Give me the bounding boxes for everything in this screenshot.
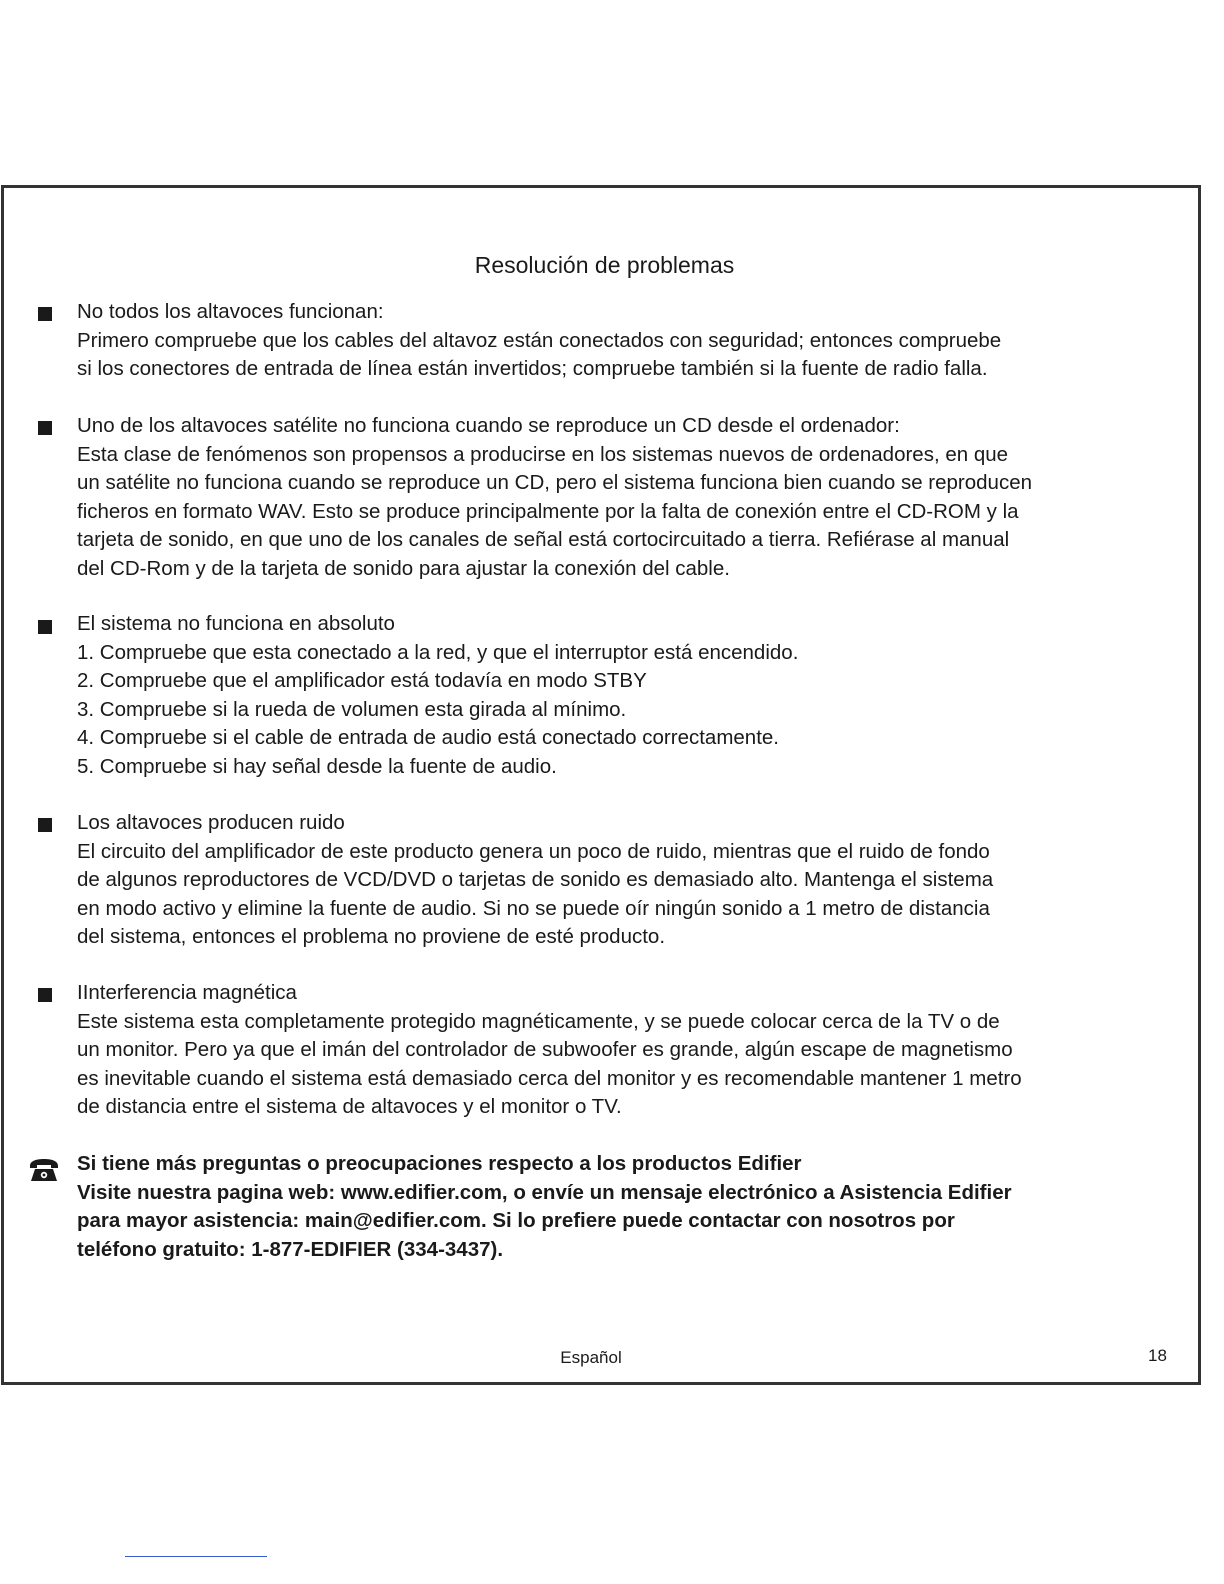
- section-line: ficheros en formato WAV. Esto se produce principalmente por la falta de conexión entre el CD-ROM y la: [77, 499, 1019, 523]
- link-underline: [125, 1556, 267, 1557]
- section-line: Esta clase de fenómenos son propensos a producirse en los sistemas nuevos de ordenadores, en que: [77, 442, 1009, 466]
- telephone-icon: [28, 1157, 60, 1183]
- section-3: [77, 610, 1177, 781]
- page-title: Resolución de problemas: [474, 252, 735, 278]
- section-line: 4. Compruebe si el cable de entrada de audio está conectado correctamente.: [77, 726, 779, 749]
- section-line: Este sistema esta completamente protegido magnéticamente, y se puede colocar cerca de la TV o de: [77, 1009, 1000, 1033]
- section-line: es inevitable cuando el sistema está demasiado cerca del monitor y es recomendable mantener 1 metro: [77, 1066, 1022, 1090]
- section-line: un satélite no funciona cuando se reproduce un CD, pero el sistema funciona bien cuando se reproducen: [77, 471, 1033, 494]
- section-heading: Los altavoces producen ruido: [77, 811, 345, 834]
- section-line: Primero compruebe que los cables del altavoz están conectados con seguridad; entonces compruebe: [77, 328, 1002, 352]
- page-number: 18: [1148, 1346, 1167, 1365]
- footer-language: Español: [560, 1348, 622, 1367]
- bullet-square-icon: [38, 818, 52, 832]
- section-4: [77, 809, 1177, 952]
- section-1: [77, 298, 1177, 384]
- contact-line: para mayor asistencia: main@edifier.com. Si lo prefiere puede contactar con nosotros por: [77, 1209, 955, 1232]
- contact-line: teléfono gratuito: 1-877-EDIFIER (334-3437).: [77, 1237, 504, 1261]
- section-line: del sistema, entonces el problema no proviene de esté producto.: [77, 925, 666, 948]
- contact-line: Visite nuestra pagina web: www.edifier.com, o envíe un mensaje electrónico a Asistencia Edifier: [77, 1180, 1012, 1204]
- bullet-square-icon: [38, 988, 52, 1002]
- section-2: [77, 412, 1177, 583]
- section-line: El circuito del amplificador de este producto genera un poco de ruido, mientras que el ruido de fondo: [77, 839, 990, 863]
- section-line: 3. Compruebe si la rueda de volumen esta girada al mínimo.: [77, 697, 627, 721]
- section-line: de algunos reproductores de VCD/DVD o tarjetas de sonido es demasiado alto. Mantenga el sistema: [77, 868, 994, 891]
- section-heading: El sistema no funciona en absoluto: [77, 612, 395, 635]
- section-line: si los conectores de entrada de línea están invertidos; compruebe también si la fuente de radio falla.: [77, 357, 988, 380]
- bullet-square-icon: [38, 620, 52, 634]
- section-line: de distancia entre el sistema de altavoces y el monitor o TV.: [77, 1095, 622, 1118]
- section-heading: Uno de los altavoces satélite no funciona cuando se reproduce un CD desde el ordenador:: [77, 414, 900, 437]
- section-line: tarjeta de sonido, en que uno de los canales de señal está cortocircuitado a tierra. Refiérase al manual: [77, 528, 1010, 551]
- section-line: un monitor. Pero ya que el imán del controlador de subwoofer es grande, algún escape de magnetismo: [77, 1038, 1013, 1061]
- section-line: del CD-Rom y de la tarjeta de sonido para ajustar la conexión del cable.: [77, 556, 730, 580]
- contact-info: [77, 1150, 1177, 1264]
- section-line: 5. Compruebe si hay señal desde la fuente de audio.: [77, 754, 557, 778]
- section-line: en modo activo y elimine la fuente de audio. Si no se puede oír ningún sonido a 1 metro de distancia: [77, 896, 990, 920]
- section-line: 1. Compruebe que esta conectado a la red, y que el interruptor está encendido.: [77, 640, 799, 664]
- section-line: 2. Compruebe que el amplificador está todavía en modo STBY: [77, 669, 647, 692]
- bullet-square-icon: [38, 421, 52, 435]
- bullet-square-icon: [38, 307, 52, 321]
- section-5: [77, 979, 1177, 1122]
- section-heading: IInterferencia magnética: [77, 981, 297, 1004]
- contact-line: Si tiene más preguntas o preocupaciones respecto a los productos Edifier: [77, 1152, 802, 1175]
- section-heading: No todos los altavoces funcionan:: [77, 300, 384, 323]
